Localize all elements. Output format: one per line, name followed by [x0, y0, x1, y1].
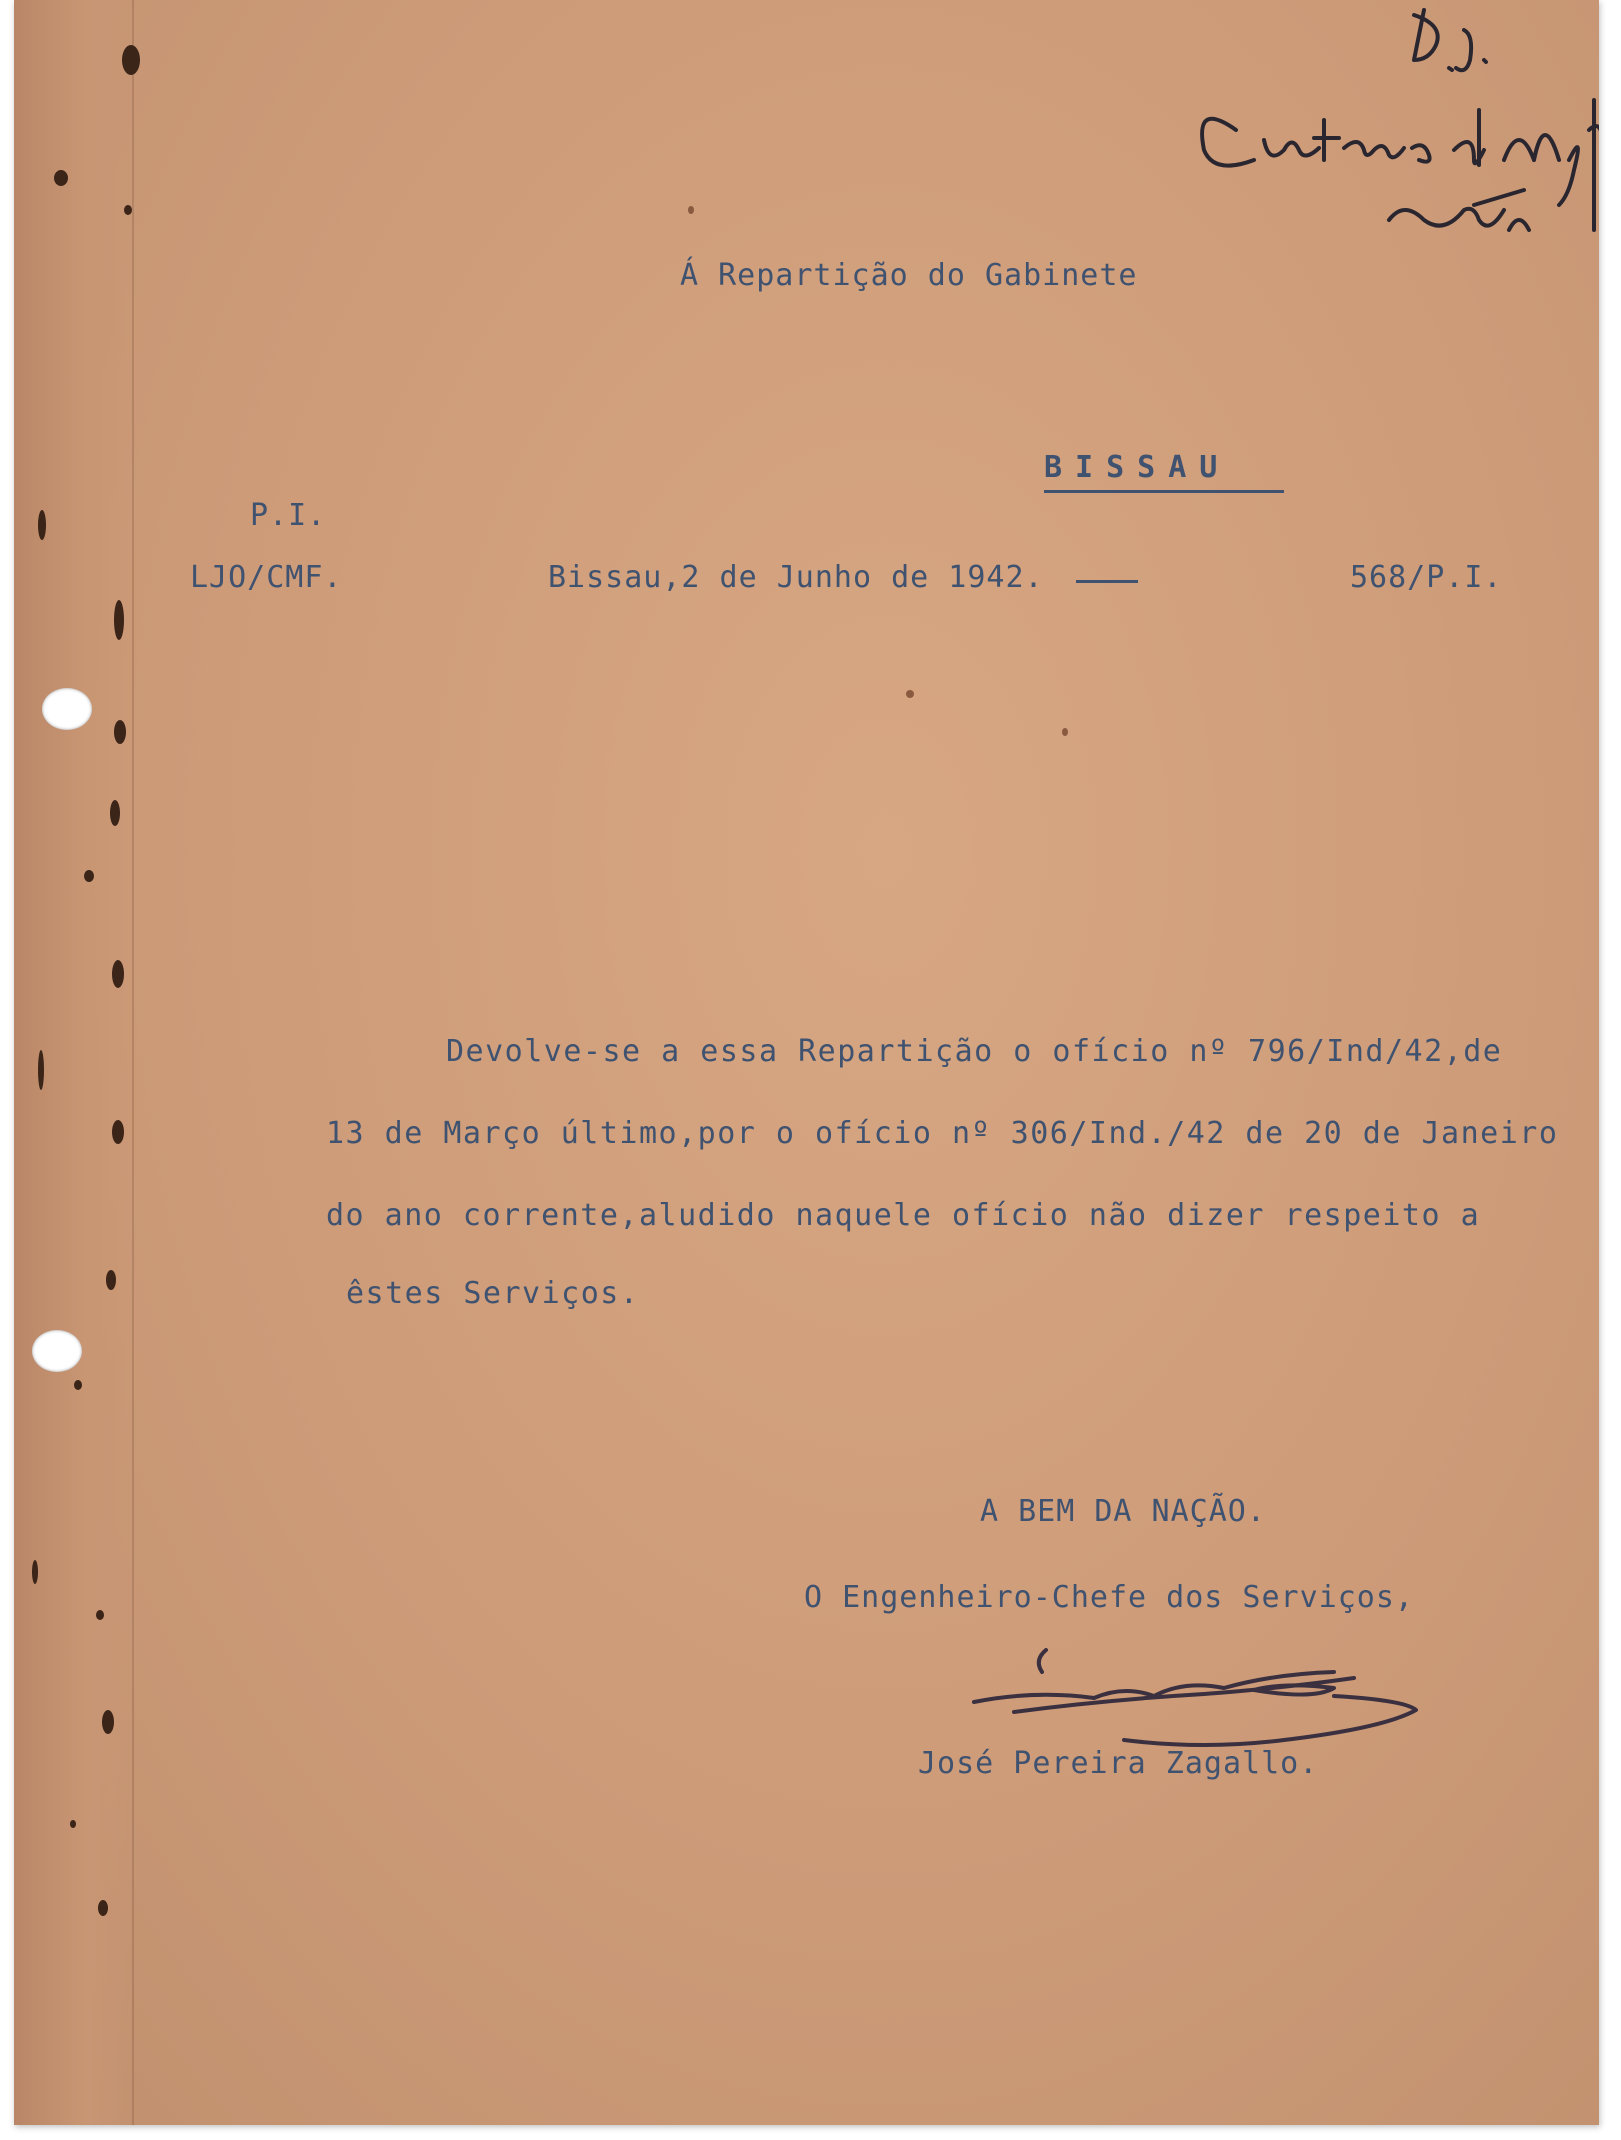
punch-hole-lower	[32, 1330, 82, 1372]
ink-stain	[110, 800, 120, 826]
handwritten-note	[1174, 0, 1599, 260]
date-line: Bissau,2 de Junho de 1942.	[548, 560, 1044, 595]
body-line: Devolve-se a essa Repartição o ofício nº 796/Ind/42,de	[446, 1034, 1503, 1069]
body-line: 13 de Março último,por o ofício nº 306/Ind./42 de 20 de Janeiro	[326, 1116, 1559, 1151]
ref-right: 568/P.I.	[1350, 560, 1503, 595]
ink-stain	[38, 1050, 44, 1090]
date-dash	[1076, 580, 1138, 583]
ink-stain	[112, 960, 124, 988]
body-line: do ano corrente,aludido naquele ofício não dizer respeito a	[326, 1198, 1481, 1233]
ink-stain	[112, 1120, 124, 1144]
signatory-name: José Pereira Zagallo.	[918, 1746, 1319, 1781]
ink-stain	[70, 1820, 76, 1828]
ink-stain	[106, 1270, 116, 1290]
ink-stain	[102, 1710, 114, 1734]
addressee: Á Repartição do Gabinete	[680, 258, 1138, 293]
ink-stain	[84, 870, 94, 882]
binding-margin	[14, 0, 134, 2125]
ink-stain	[38, 510, 46, 540]
place-header: BISSAU	[1044, 450, 1231, 485]
ink-stain	[98, 1900, 108, 1916]
ink-stain	[124, 205, 132, 215]
ref-left-bottom: LJO/CMF.	[190, 560, 343, 595]
place-header-underline	[1044, 490, 1284, 493]
ink-stain	[114, 720, 126, 744]
ink-stain	[54, 170, 68, 186]
ink-stain	[1062, 728, 1068, 736]
ink-stain	[114, 600, 124, 640]
ink-stain	[32, 1560, 38, 1584]
ref-left-top: P.I.	[250, 498, 327, 533]
closing-formula: A BEM DA NAÇÃO.	[980, 1494, 1266, 1529]
document-sheet	[14, 0, 1599, 2125]
ink-stain	[906, 690, 914, 698]
ink-stain	[688, 206, 694, 214]
signatory-title: O Engenheiro-Chefe dos Serviços,	[804, 1580, 1414, 1615]
punch-hole-upper	[42, 688, 92, 730]
body-line: êstes Serviços.	[346, 1276, 640, 1311]
ink-stain	[122, 45, 140, 75]
ink-stain	[96, 1610, 104, 1620]
signature-scribble	[954, 1630, 1434, 1750]
ink-stain	[74, 1380, 82, 1390]
binding-fold	[132, 0, 134, 2125]
